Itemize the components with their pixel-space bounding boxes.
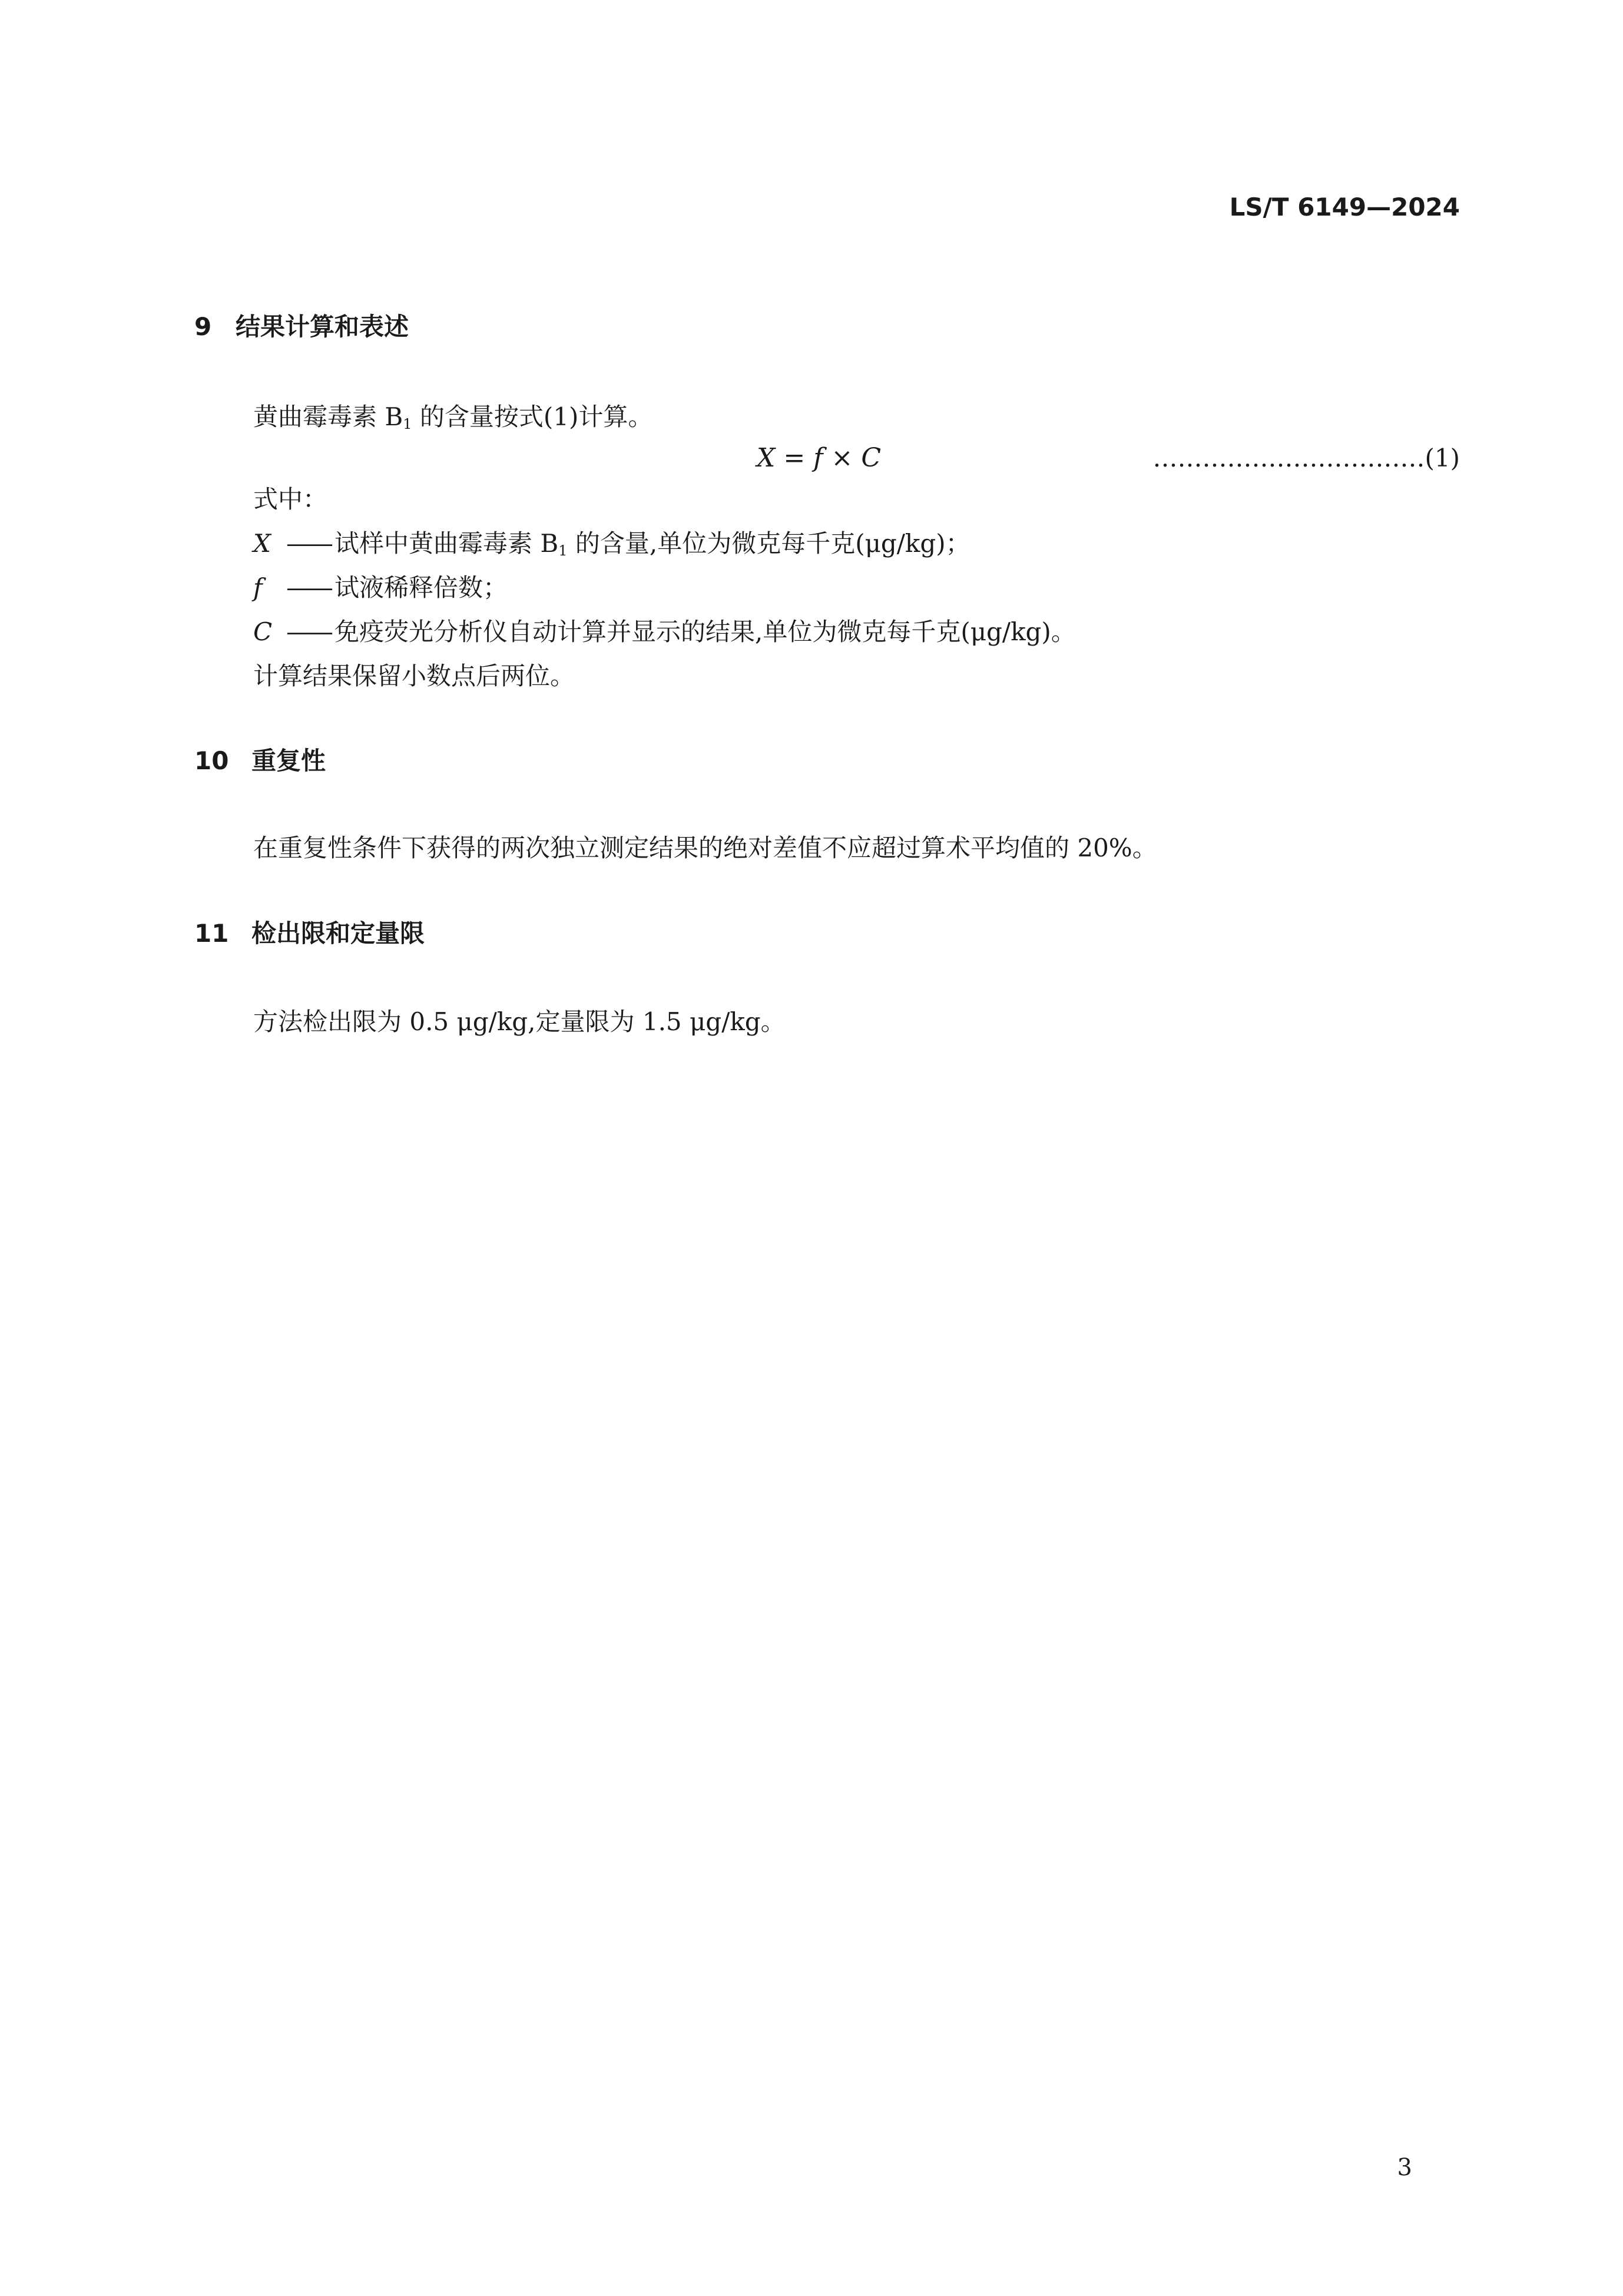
variable-desc: 免疫荧光分析仪自动计算并显示的结果,单位为微克每千克(μg/kg)。 (334, 617, 1076, 646)
section-11-title: 检出限和定量限 (251, 919, 425, 948)
section-10-title: 重复性 (251, 746, 326, 775)
variable-symbol: X (253, 529, 271, 558)
formula-c: C (861, 443, 882, 473)
section-9-heading (194, 309, 409, 345)
formula-x: X (757, 443, 776, 473)
variable-subscript: 1 (558, 542, 568, 559)
section-10-text: 在重复性条件下获得的两次独立测定结果的绝对差值不应超过算术平均值的 20%。 (253, 833, 1157, 862)
variable-c (253, 614, 1076, 650)
standard-code: LS/T 6149—2024 (1229, 193, 1460, 221)
section-9-number: 9 (194, 312, 212, 341)
section-9-intro (253, 399, 652, 442)
variable-symbol: C (253, 617, 273, 646)
section-9-note: 计算结果保留小数点后两位。 (253, 661, 575, 690)
variable-dash: —— (286, 573, 331, 602)
equation-number: ……………………………(1) (1152, 444, 1460, 472)
formula-equals: = (783, 443, 806, 473)
formula (757, 441, 881, 476)
section-11-number: 11 (194, 919, 229, 948)
formula-f: f (813, 443, 823, 473)
where-label: 式中： (253, 485, 328, 514)
variable-dash: —— (286, 617, 331, 646)
intro-subscript: 1 (403, 416, 412, 432)
section-10-heading (194, 743, 326, 779)
intro-text: 黄曲霉毒素 B (253, 402, 403, 431)
section-11-heading (194, 916, 425, 951)
section-9-title: 结果计算和表述 (236, 312, 409, 341)
variable-f (253, 570, 508, 606)
variable-desc: 试液稀释倍数； (334, 573, 508, 602)
variable-desc-end: 的含量,单位为微克每千克(μg/kg)； (567, 529, 971, 558)
formula-times: × (831, 443, 853, 473)
variable-symbol: f (253, 573, 263, 602)
variable-dash: —— (286, 529, 331, 558)
variable-desc: 试样中黄曲霉毒素 B (334, 529, 559, 558)
variable-x (253, 526, 971, 568)
page-number: 3 (1397, 2154, 1412, 2181)
intro-text-end: 的含量按式(1)计算。 (412, 402, 653, 431)
section-10-number: 10 (194, 746, 229, 775)
section-11-text: 方法检出限为 0.5 μg/kg,定量限为 1.5 μg/kg。 (253, 1007, 786, 1036)
